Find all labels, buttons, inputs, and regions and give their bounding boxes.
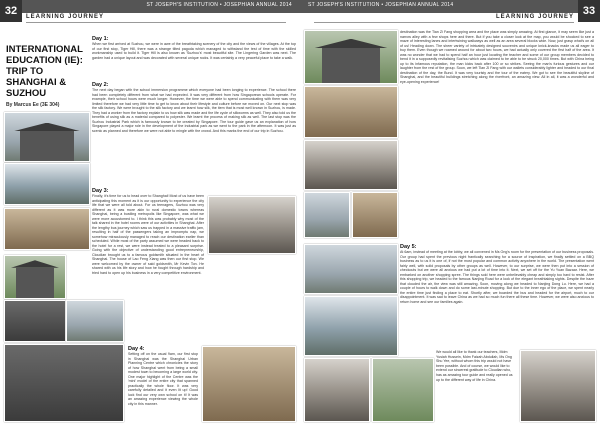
photo-temple-gate <box>304 30 398 84</box>
day-text: Finally, it's time for us to head over to Shanghai! Most of us have been anticipating this moment as it is our opportunity to experience the city life that we were all told about. For us teenagers, Suzhou was very different as it was more akin to rural domestic towns whereas Shanghai, being a bustling metropolis like Singapore, was what we were more accustomed to. I think this was probably why most of the talk shared in the hotel rooms were of our activities in Shanghai. After the lengthy bus journey which saw us trapped in a massive traffic jam, resulting in half of the passengers taking an impromptu nap, we somehow miraculously managed to reach our destination earlier than scheduled. While most of the party assumed we were headed back to the hotel for a rest, we were instead treated to a pleasant surprise. Going with the objective of understanding good entrepreneurship, Cloudian brought us to a famous goldsmith situated in the heart of Shanghai. The house of Lao Feng Xiang was then our first stop. We were welcomed by the owner of said goldsmith, Mr Kevin Ton. He shared with us his life story and how he fought through hardship and tried hard to open up his business in a very competitive environment. <box>92 194 204 275</box>
section-label: LEARNING JOURNEY <box>26 14 105 20</box>
day-text: The next day began with the school immersion programme which everyone had been longing to experience. The school there had been completely different from what we had expected. It was very different from how Singaporean schools operate. For example, their school hours were much longer. However, the time we were able to spend communicating with them was very limited therefore we had very little time to get to know about their lifestyle and culture before we moved on. Our next stop was the silk factory. We were brought to the silk factory and we learnt how silk, the item that is most well known in Suzhou, is made. They had a worker from the factory explain to us how silk was made and the life cycle of silkworms as well. They also told us the benefits of using silk as a material compared to polyester. We learnt the process of making silk as well. The last stop was the Suzhou Industrial Park which is famously known to be created by Singapore. The tour guide gave us an explanation of how Singapore played a major role in the development of the industrial park as we went to the park in the afternoon. It was just as scenic as planned and therefore we were not able to mingle with the crowd. And this marks the end of our trip in Suzhou. <box>92 88 296 133</box>
day-heading: Day 4: <box>128 346 145 352</box>
photo-group-street <box>208 196 296 254</box>
photo-night-view <box>4 344 124 422</box>
photo-river <box>304 296 398 356</box>
school-line: ST JOSEPH'S INSTITUTION • JOSEPHIAN ANNUAL 2014 <box>308 2 454 8</box>
photo-class-group <box>520 350 596 422</box>
photo-students <box>304 140 398 190</box>
day-text: When we first arrived at Suzhou, we were in awe of the breathtaking scenery of the city and the views of the villages. At the top of our first stop, Tiger Hill, there was a strange tilted pagoda which managed to withstand the test of time with the skilled workmanship used to build it. Tiger Hill is also known as 'Suzhou's' most beautiful site. The Lingering Garden was next. The garden had a unique layout and was decorated with several unique rocks. It was certainly a very peaceful place to take a walk. <box>92 42 296 60</box>
school-line: ST JOSEPH'S INSTITUTION • JOSEPHIAN ANNUAL 2014 <box>146 2 292 8</box>
article-author: By Marcus Ee (3E 304) <box>6 102 60 108</box>
page-number-left: 32 <box>0 0 22 22</box>
photo-classroom <box>4 208 90 250</box>
day-heading: Day 2: <box>92 82 109 88</box>
photo-shop-lane <box>202 346 296 422</box>
photo-city-skyline <box>66 300 124 342</box>
day-text-continued: destination was the Tian Zi Fang shopping area and the place was simply amazing. At first glance, it may seem like just a narrow alley with a few shops here and there. But if you take a closer look at the map, you would be shocked to see a maze of interesting lanes and intertwining walkways as well as an area several blocks wide. Now, just grasp what's on all of us! Heading down. The sheer variety of intricately designed souvenirs and unique knick-knacks made us all eager to buy them. Even though we roamed around for about two hours, we had actually only covered the first half of the area. It was no wonder that we had to spend half an hour just locating the teacher and some of our group members decided to bend it in a supposedly revitalising Suzhou which was claimed to be able to be struck 20,000 times. But with China being up to its infamous reputation, the man kicks back after 100 or so strikes. Seeing the man's furious gestures and our laughter from the rest of the group. Soon, we left Tian Zi Fang with our wallets considerably lighter and headed to our final destination of the day, the Bund. It was very touristy and the tour of the eatery. We got to see the beautiful skyline of Shanghai, and the beautiful buildings stretching along the riverfront, an amazing view. All in all, it was a wonderful and eye-opening experience! <box>400 30 594 84</box>
section-label: LEARNING JOURNEY <box>495 14 574 20</box>
photo-garden <box>304 192 350 238</box>
closing-text: We would all like to thank our teachers, Mdm Yusiah Hussein, Mdm Faizah Abdullah, Ms Ong Shu Yee, without whom this trip would not have been possible. And of course, we would like to extend our sincerest gratitude to Cloudian who, has as amazing tour guide and really opened us up to the different way of life in China. <box>436 350 513 382</box>
page-number-right: 33 <box>578 0 600 22</box>
photo-bund-skyline <box>304 244 398 294</box>
photo-lantern-street <box>372 358 434 422</box>
day-heading: Day 3: <box>92 188 109 194</box>
photo-group-portrait <box>304 358 370 422</box>
photo-tiger-hill <box>4 112 90 162</box>
day-heading: Day 5: <box>400 244 417 250</box>
photo-market <box>304 86 398 138</box>
right-page <box>300 0 600 424</box>
photo-pagoda-tower <box>4 255 66 299</box>
day-text: At 6am, instead of meeting at the lobby, we all convened in Ms Ong's room for the presentation of our business proposals. Our group had spent the previous night frantically searching for a source of inspiration, we finally settled on a BBQ business as to us it is one of, if not the most popular and common activity anywhere in the world. The presentation went fairly well, with solid proposals by other groups as well. However, to our surprise, we were then put into a session of checkouts but we were all anxious we had put a lot of time into it. Next, we set off for the Yu Yuan Bazaar. Here, we embarked on another shopping spree. The things sold here were unbelievably cheap and simply too hard to resist. After this shopping trip, we headed to the famous Nanjing Road for a look of the elegant breathtaking sights. Despite the haze that clouded the air, the view was still amazing. Soon, moving along we headed to Nanjing Dong Lu. Here, we had a couple of hours to walk down and do some last-minute shopping. But due to the inner ego of the place, we spent nearly the entire time just finding a place to eat. Shortly after, we boarded the bus and headed for the airport, much to our disappointment. It was sad to leave China as we had so much fun there all these time. However, we were also anxious to return home and see our families again. <box>400 250 594 304</box>
day-heading: Day 1: <box>92 36 109 42</box>
article-title: INTERNATIONAL EDUCATION (IE): TRIP TO SHANGHAI & SUZHOU <box>6 44 83 99</box>
section-rule <box>314 22 574 23</box>
day-text: Setting off on the usual 9am, our first stop in Shanghai was the Shanghai Urban Planning Centre which chronicles the story of how Shanghai went from being a small modest town to becoming a large world city. One major highlight of the Centre was the 'mini' model of the entire city that spanned practically the whole floor. It was very carefully detailed and it even lit up! Good luck find our very own school on it! It was an amazing experience viewing the whole city in this manner. <box>128 352 198 406</box>
photo-canal-town <box>4 163 90 205</box>
section-rule <box>26 22 286 23</box>
photo-urban-model <box>4 300 66 342</box>
photo-storefront <box>352 192 398 238</box>
